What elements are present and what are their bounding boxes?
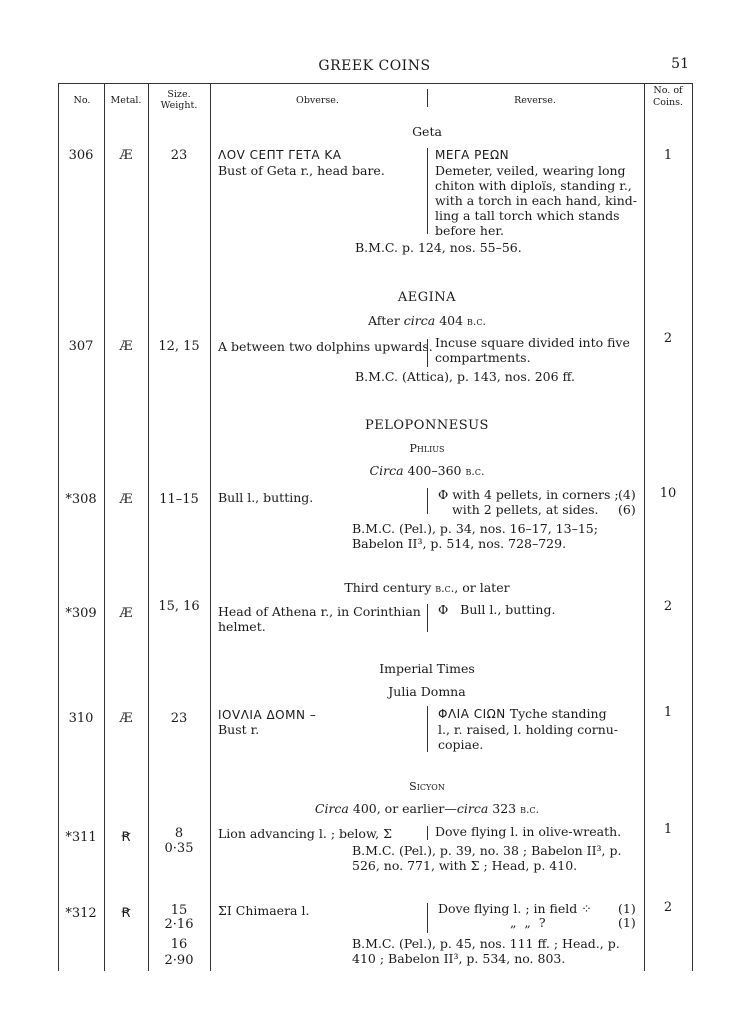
col-header-weight: Weight. <box>160 100 198 111</box>
reverse-line: ling a tall torch which stands <box>435 208 620 223</box>
reverse-legend: ΜΕΓΑ ΡΕΩΝ <box>435 148 510 162</box>
reverse-count: (4) <box>618 487 636 502</box>
entry-metal: Æ <box>119 492 133 507</box>
entry-number: *311 <box>65 830 97 845</box>
obverse-description: Bull l., butting. <box>218 490 314 505</box>
entry-size: 15, 16 <box>158 599 200 614</box>
obverse-legend: ΙΟVΛΙΑ ΔΟΜΝ – <box>218 708 317 722</box>
reverse-line: chiton with diploïs, standing r., <box>435 178 632 193</box>
obverse-legend: ΛΟV CΕΠΤ ΓΕΤΑ ΚΑ <box>218 148 342 162</box>
obv-rev-divider <box>427 488 428 514</box>
reverse-description: Dove flying l. in olive-wreath. <box>435 824 622 839</box>
reverse-line: Dove flying l. ; in field ⁘ <box>438 901 592 916</box>
reverse-line: before her. <box>435 223 504 238</box>
reverse-line: with 2 pellets, at sides. <box>452 502 599 517</box>
entry-metal: Æ <box>119 711 133 726</box>
sicyon-period: Circa 400, or earlier—circa 323 b.c. <box>314 801 540 816</box>
coin-count: 2 <box>663 331 673 346</box>
entry-number: *312 <box>65 906 97 921</box>
section-peloponnesus: PELOPONNESUS <box>365 418 489 433</box>
obv-rev-divider <box>427 826 428 840</box>
obv-rev-divider <box>427 706 428 752</box>
reverse-line: Tyche standing <box>505 706 607 721</box>
coin-count: 1 <box>663 148 673 163</box>
reverse-line: Demeter, veiled, wearing long <box>435 163 626 178</box>
entry-number: *308 <box>65 492 97 507</box>
reverse-line: compartments. <box>435 350 531 365</box>
entry-weight: 2·90 <box>164 953 194 968</box>
rule-right <box>692 83 693 971</box>
coin-count: 1 <box>663 822 673 837</box>
col-header-size: Size. <box>167 89 191 100</box>
reverse-count: (1) <box>618 901 636 916</box>
obv-rev-divider <box>427 339 428 367</box>
reverse-count: (1) <box>618 915 636 930</box>
reverse-description: Φ Bull l., butting. <box>438 602 556 617</box>
entry-weight: 0·35 <box>164 841 194 856</box>
reverse-line: Φ with 4 pellets, in corners ; <box>438 487 619 502</box>
obverse-description: Bust of Geta r., head bare. <box>218 163 385 178</box>
entry-size: 8 <box>174 826 184 841</box>
reference: Babelon II³, p. 514, nos. 728–729. <box>352 536 567 551</box>
entry-weight: 2·16 <box>164 917 194 932</box>
entry-number: 310 <box>68 711 94 726</box>
section-imperial-times: Imperial Times <box>379 661 475 676</box>
entry-size: 11–15 <box>159 492 199 507</box>
coin-count: 2 <box>663 900 673 915</box>
entry-size: 15 <box>170 903 188 918</box>
reference: B.M.C. (Pel.), p. 39, no. 38 ; Babelon II³, p. <box>352 843 622 858</box>
col-header-coins: No. of <box>653 85 683 96</box>
section-aegina: AEGINA <box>397 290 457 305</box>
reference: 410 ; Babelon II³, p. 534, no. 803. <box>352 951 566 966</box>
section-phlius: Phlius <box>409 442 445 455</box>
entry-metal: Æ <box>119 148 133 163</box>
entry-number: *309 <box>65 606 97 621</box>
col-header-no: No. <box>73 95 91 106</box>
entry-size: 12, 15 <box>158 339 200 354</box>
obv-rev-divider <box>427 604 428 632</box>
reference: B.M.C. (Attica), p. 143, nos. 206 ff. <box>355 369 575 384</box>
obverse-description: Α between two dolphins upwards. <box>218 339 433 354</box>
reverse-legend: ΦΛΙΑ CΙΩΝ <box>438 707 506 721</box>
phlius-period: Circa 400–360 b.c. <box>369 463 485 478</box>
obverse-description: Bust r. <box>218 722 260 737</box>
entry-size: 23 <box>170 148 188 163</box>
section-geta: Geta <box>412 124 442 139</box>
coin-count: 2 <box>663 599 673 614</box>
obverse-description: Lion advancing l. ; below, Σ <box>218 826 392 841</box>
aegina-period: After circa 404 b.c. <box>367 313 487 328</box>
coin-count: 10 <box>659 486 677 501</box>
reference: 526, no. 771, with Σ ; Head, p. 410. <box>352 858 578 873</box>
col-header-obverse: Obverse. <box>296 95 339 106</box>
reverse-line: „ „ ? <box>510 915 546 930</box>
obverse-description: ΣΙ Chimaera l. <box>218 903 310 918</box>
reverse-line: copiae. <box>438 737 484 752</box>
section-sicyon: Sicyon <box>409 780 445 793</box>
running-head: GREEK COINS <box>318 58 431 74</box>
third-century-heading: Third century b.c., or later <box>344 580 510 595</box>
rule-size-obverse <box>210 83 211 971</box>
page-number: 51 <box>671 56 689 72</box>
coin-count: 1 <box>663 705 673 720</box>
col-header-metal: Metal. <box>110 95 142 106</box>
entry-metal: Æ <box>119 606 133 621</box>
reference: B.M.C. (Pel.), p. 34, nos. 16–17, 13–15; <box>352 521 598 536</box>
reverse-line: Incuse square divided into five <box>435 335 630 350</box>
reference: B.M.C. p. 124, nos. 55–56. <box>355 240 522 255</box>
entry-size: 23 <box>170 711 188 726</box>
entry-metal: Æ <box>119 339 133 354</box>
entry-metal: Ꞧ <box>121 906 131 921</box>
obverse-line: helmet. <box>218 619 266 634</box>
reference: B.M.C. (Pel.), p. 45, nos. 111 ff. ; Head., p. <box>352 936 620 951</box>
rule-reverse-coins <box>644 83 645 971</box>
entry-number: 307 <box>68 339 94 354</box>
col-header-coins-2: Coins. <box>652 97 684 108</box>
section-julia-domna: Julia Domna <box>388 684 466 699</box>
reverse-line: l., r. raised, l. holding cornu- <box>438 722 619 737</box>
entry-size: 16 <box>170 937 188 952</box>
obv-rev-divider <box>427 148 428 234</box>
reverse-count: (6) <box>618 502 636 517</box>
reverse-first-line <box>438 706 607 722</box>
obverse-line: Head of Athena r., in Corinthian <box>218 604 421 619</box>
obv-rev-divider <box>427 903 428 933</box>
entry-number: 306 <box>68 148 94 163</box>
rule-top <box>58 83 693 84</box>
reverse-line: with a torch in each hand, kind- <box>435 193 637 208</box>
entry-metal: Ꞧ <box>121 830 131 845</box>
col-header-reverse: Reverse. <box>514 95 556 106</box>
rule-header-obv-rev <box>427 89 428 107</box>
